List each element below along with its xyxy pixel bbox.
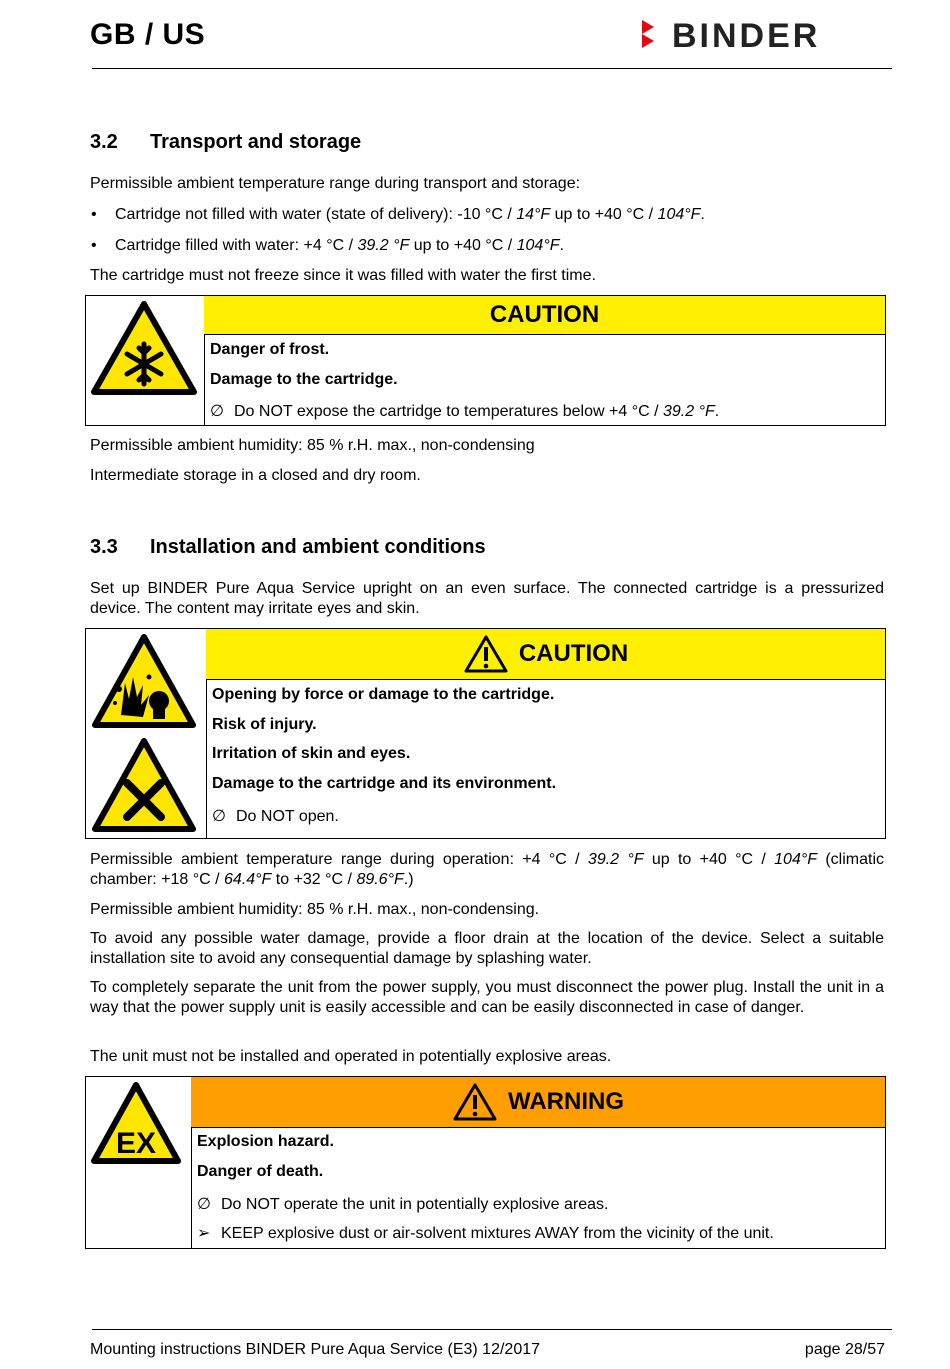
- caution-signal-1: CAUTION: [204, 296, 885, 335]
- frost-line-1: Danger of frost.: [210, 341, 330, 358]
- hazard-icons-cell: [86, 629, 207, 838]
- ex-text: EX: [115, 1127, 157, 1160]
- frost-warning-icon: [90, 300, 198, 396]
- caution-signal-2: CAUTION: [206, 629, 885, 680]
- s32-bullet-1: • Cartridge not filled with water (state of delivery): -10 °C / 14°F up to +40 °C / 104°F.: [91, 206, 705, 223]
- arrow-bullet-icon: ➢: [197, 1225, 211, 1242]
- frost-line-2: Damage to the cartridge.: [210, 371, 398, 388]
- brand-text: BINDER: [672, 17, 821, 52]
- s33-explosive-areas: The unit must not be installed and operated in potentially explosive areas.: [90, 1048, 612, 1065]
- explosive-atmosphere-icon: [90, 1081, 182, 1165]
- explosion-line-1: Explosion hazard.: [197, 1133, 334, 1150]
- cartridge-line-3: Irritation of skin and eyes.: [212, 745, 411, 762]
- frost-line-3: ∅ Do NOT expose the cartridge to temperatures below +4 °C / 39.2 °F.: [210, 403, 720, 420]
- general-warning-icon: [452, 1082, 498, 1122]
- s33-power-supply: To completely separate the unit from the power supply, you must disconnect the power plug. Install the unit in a way that the power supply unit is easily accessible and can be easily disconnected in case of danger.: [90, 979, 884, 1016]
- s32-intro: Permissible ambient temperature range during transport and storage:: [90, 175, 581, 192]
- footer-document-title: Mounting instructions BINDER Pure Aqua Service (E3) 12/2017: [90, 1341, 541, 1358]
- frost-warning-icon-cell: [86, 296, 205, 425]
- warning-signal: WARNING: [191, 1077, 885, 1128]
- explosion-line-3: ∅ Do NOT operate the unit in potentially explosive areas.: [197, 1196, 609, 1213]
- irritant-x-icon: [91, 737, 197, 833]
- ex-icon-cell: [86, 1077, 192, 1248]
- s32-humidity: Permissible ambient humidity: 85 % r.H. max., non-condensing: [90, 437, 535, 454]
- footer-rule: [92, 1329, 892, 1330]
- s32-note: The cartridge must not freeze since it was filled with water the first time.: [90, 267, 596, 284]
- pressurized-explosion-icon: [91, 633, 197, 729]
- cartridge-line-2: Risk of injury.: [212, 716, 317, 733]
- section-3-2-heading: 3.2 Transport and storage: [90, 131, 362, 153]
- s33-operation-range: Permissible ambient temperature range during operation: +4 °C / 39.2 °F up to +40 °C / 104°F (climatic chamber: +18 °C / 64.4°F to +32 °C / 89.6°F.): [90, 851, 884, 888]
- s32-storage: Intermediate storage in a closed and dry room.: [90, 467, 421, 484]
- explosion-line-4: ➢ KEEP explosive dust or air-solvent mixtures AWAY from the vicinity of the unit.: [197, 1225, 774, 1242]
- prohibition-icon: ∅: [197, 1196, 211, 1213]
- caution-box-cartridge: [85, 628, 886, 839]
- explosion-line-2: Danger of death.: [197, 1163, 324, 1180]
- s33-intro: Set up BINDER Pure Aqua Service upright on an even surface. The connected cartridge is a pressurized device. The content may irritate eyes and skin.: [90, 580, 884, 617]
- section-3-3-heading: 3.3 Installation and ambient conditions: [90, 536, 486, 558]
- header-rule: [92, 68, 892, 69]
- warning-box-explosion: [85, 1076, 886, 1249]
- s32-bullet-2: • Cartridge filled with water: +4 °C / 39.2 °F up to +40 °C / 104°F.: [91, 237, 564, 254]
- binder-logo: [640, 16, 890, 52]
- cartridge-line-5: ∅ Do NOT open.: [212, 808, 339, 825]
- prohibition-icon: ∅: [212, 808, 226, 825]
- cartridge-line-4: Damage to the cartridge and its environment.: [212, 775, 557, 792]
- footer-page-number: page 28/57: [804, 1341, 885, 1358]
- language-label: GB / US: [90, 18, 206, 51]
- cartridge-line-1: Opening by force or damage to the cartridge.: [212, 686, 555, 703]
- caution-box-frost: [85, 295, 886, 426]
- prohibition-icon: ∅: [210, 403, 224, 420]
- s33-humidity: Permissible ambient humidity: 85 % r.H. max., non-condensing.: [90, 901, 540, 918]
- general-warning-icon: [463, 634, 509, 674]
- s33-water-damage: To avoid any possible water damage, provide a floor drain at the location of the device. Select a suitable installation site to avoid any consequential damage by splashing water.: [90, 930, 884, 967]
